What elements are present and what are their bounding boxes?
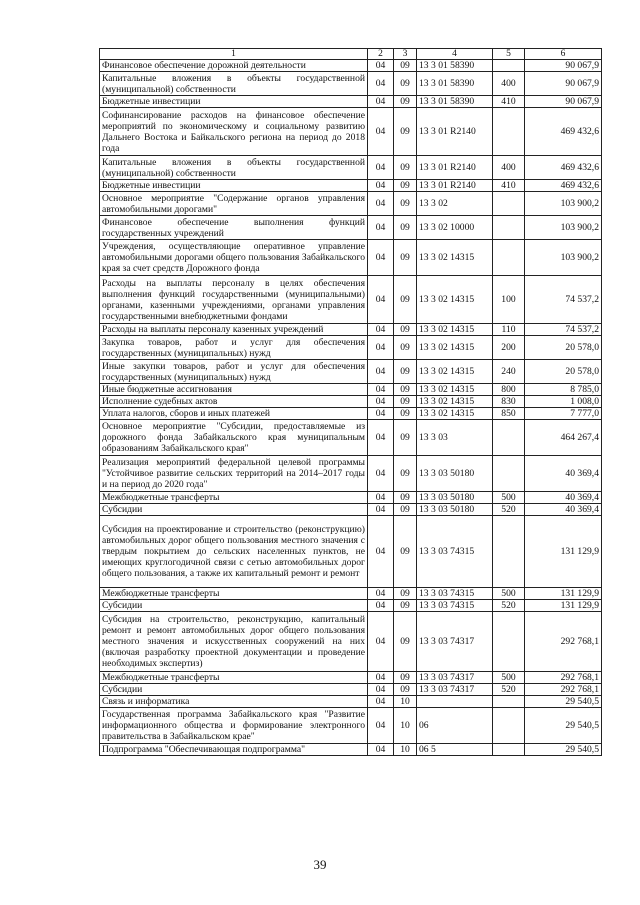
row-name-cell: Бюджетные инвестиции (100, 96, 368, 108)
row-c2-cell: 04 (368, 336, 394, 360)
row-c2-cell: 04 (368, 504, 394, 516)
row-amount-cell: 103 900,2 (525, 240, 602, 276)
row-amount-cell: 74 537,2 (525, 324, 602, 336)
table-row (100, 708, 602, 744)
row-c3-cell: 09 (394, 684, 417, 696)
row-c4-cell: 13 3 02 14315 (417, 396, 493, 408)
row-c4-cell: 13 3 03 50180 (417, 492, 493, 504)
row-c3-cell: 09 (394, 672, 417, 684)
row-c3-cell: 09 (394, 588, 417, 600)
row-c5-cell: 500 (493, 588, 525, 600)
row-name-cell: Субсидии (100, 684, 368, 696)
row-c4-cell: 13 3 03 74317 (417, 672, 493, 684)
row-c2-cell: 04 (368, 600, 394, 612)
row-amount-cell: 464 267,4 (525, 420, 602, 456)
row-c3-cell: 09 (394, 516, 417, 588)
row-c3-cell: 09 (394, 60, 417, 72)
row-c5-cell (493, 516, 525, 588)
row-amount-cell: 20 578,0 (525, 360, 602, 384)
row-c4-cell: 13 3 02 14315 (417, 276, 493, 324)
row-c2-cell: 04 (368, 516, 394, 588)
table-row (100, 516, 602, 588)
table-row (100, 744, 602, 756)
row-c2-cell: 04 (368, 60, 394, 72)
row-name-cell: Финансовое обеспечение выполнения функций государственных учреждений (100, 216, 368, 240)
row-amount-cell: 40 369,4 (525, 504, 602, 516)
row-c3-cell: 09 (394, 456, 417, 492)
row-c5-cell (493, 216, 525, 240)
table-row (100, 60, 602, 72)
row-amount-cell: 90 067,9 (525, 72, 602, 96)
row-c2-cell: 04 (368, 108, 394, 156)
row-c2-cell: 04 (368, 708, 394, 744)
row-c3-cell: 09 (394, 324, 417, 336)
row-c3-cell: 09 (394, 336, 417, 360)
table-row (100, 588, 602, 600)
row-c5-cell (493, 456, 525, 492)
row-c3-cell: 09 (394, 108, 417, 156)
row-name-cell: Субсидии (100, 600, 368, 612)
row-c2-cell: 04 (368, 684, 394, 696)
row-c2-cell: 04 (368, 396, 394, 408)
row-c3-cell: 09 (394, 360, 417, 384)
column-header: 1 (100, 49, 368, 60)
row-c5-cell: 800 (493, 384, 525, 396)
table-row (100, 672, 602, 684)
row-c2-cell: 04 (368, 612, 394, 672)
row-c4-cell: 13 3 02 (417, 192, 493, 216)
row-name-cell: Субсидии (100, 504, 368, 516)
row-c3-cell: 09 (394, 72, 417, 96)
row-name-cell: Субсидия на строительство, реконструкцию, капитальный ремонт и ремонт автомобильных дорог общего пользования местного значения и искусственных сооружений на них (включая разработку проектной документации и проведение необходимых экспертиз) (100, 612, 368, 672)
row-c5-cell: 240 (493, 360, 525, 384)
table-row (100, 180, 602, 192)
row-name-cell: Подпрограмма "Обеспечивающая подпрограмма" (100, 744, 368, 756)
table-row (100, 456, 602, 492)
column-header: 6 (525, 49, 602, 60)
row-name-cell: Расходы на выплаты персоналу казенных учреждений (100, 324, 368, 336)
row-c2-cell: 04 (368, 408, 394, 420)
row-c4-cell: 13 3 01 R2140 (417, 108, 493, 156)
table-row (100, 420, 602, 456)
row-c4-cell: 13 3 03 (417, 420, 493, 456)
row-c4-cell (417, 696, 493, 708)
row-c4-cell: 13 3 03 50180 (417, 504, 493, 516)
row-name-cell: Основное мероприятие "Субсидии, предоставляемые из дорожного фонда Забайкальского края муниципальным образованиям Забайкальского края" (100, 420, 368, 456)
table-row (100, 696, 602, 708)
table-row (100, 360, 602, 384)
row-c3-cell: 09 (394, 276, 417, 324)
row-c2-cell: 04 (368, 360, 394, 384)
row-c3-cell: 09 (394, 504, 417, 516)
row-name-cell: Межбюджетные трансферты (100, 492, 368, 504)
row-amount-cell: 292 768,1 (525, 612, 602, 672)
row-c2-cell: 04 (368, 180, 394, 192)
table-row (100, 384, 602, 396)
row-amount-cell: 29 540,5 (525, 696, 602, 708)
row-name-cell: Финансовое обеспечение дорожной деятельности (100, 60, 368, 72)
row-amount-cell: 20 578,0 (525, 336, 602, 360)
row-c2-cell: 04 (368, 492, 394, 504)
row-c5-cell: 500 (493, 672, 525, 684)
row-name-cell: Связь и информатика (100, 696, 368, 708)
row-name-cell: Учреждения, осуществляющие оперативное управление автомобильными дорогами общего пользования Забайкальского края за счет средств Дорожного фонда (100, 240, 368, 276)
table-row (100, 336, 602, 360)
table-row (100, 612, 602, 672)
row-c3-cell: 09 (394, 420, 417, 456)
row-amount-cell: 131 129,9 (525, 516, 602, 588)
row-name-cell: Закупка товаров, работ и услуг для обеспечения государственных (муниципальных) нужд (100, 336, 368, 360)
table-row (100, 72, 602, 96)
budget-table (99, 48, 602, 756)
row-amount-cell: 103 900,2 (525, 192, 602, 216)
row-c3-cell: 09 (394, 192, 417, 216)
row-c4-cell: 13 3 03 50180 (417, 456, 493, 492)
row-name-cell: Межбюджетные трансферты (100, 672, 368, 684)
table-row (100, 408, 602, 420)
row-c4-cell: 13 3 02 14315 (417, 360, 493, 384)
row-c4-cell: 13 3 03 74315 (417, 600, 493, 612)
row-c4-cell: 13 3 03 74315 (417, 516, 493, 588)
table-row (100, 276, 602, 324)
row-c3-cell: 09 (394, 600, 417, 612)
row-c5-cell: 520 (493, 600, 525, 612)
row-c4-cell: 13 3 01 58390 (417, 96, 493, 108)
row-c2-cell: 04 (368, 156, 394, 180)
column-header: 2 (368, 49, 394, 60)
row-c5-cell (493, 192, 525, 216)
row-c5-cell: 410 (493, 96, 525, 108)
row-name-cell: Реализация мероприятий федеральной целевой программы "Устойчивое развитие сельских территорий на 2014–2017 годы и на период до 2020 года" (100, 456, 368, 492)
row-amount-cell: 29 540,5 (525, 708, 602, 744)
row-c2-cell: 04 (368, 588, 394, 600)
row-c3-cell: 10 (394, 696, 417, 708)
row-amount-cell: 74 537,2 (525, 276, 602, 324)
row-c3-cell: 09 (394, 384, 417, 396)
row-c5-cell: 830 (493, 396, 525, 408)
row-amount-cell: 90 067,9 (525, 96, 602, 108)
row-c2-cell: 04 (368, 72, 394, 96)
row-c2-cell: 04 (368, 456, 394, 492)
row-c5-cell (493, 420, 525, 456)
row-c3-cell: 09 (394, 216, 417, 240)
table-row (100, 504, 602, 516)
row-c4-cell: 13 3 02 14315 (417, 408, 493, 420)
row-amount-cell: 131 129,9 (525, 588, 602, 600)
row-amount-cell: 103 900,2 (525, 216, 602, 240)
table-header-row (100, 49, 602, 60)
row-name-cell: Софинансирование расходов на финансовое обеспечение мероприятий по экономическому и социальному развитию Дальнего Востока и Байкальского региона на период до 2018 года (100, 108, 368, 156)
row-name-cell: Субсидия на проектирование и строительство (реконструкцию) автомобильных дорог общего пользования местного значения с твердым покрытием до сельских населенных пунктов, не имеющих круглогодичной связи с сетью автомобильных дорог общего пользования, а также их капитальный ремонт и ремонт (100, 516, 368, 588)
row-c4-cell: 13 3 01 58390 (417, 72, 493, 96)
column-header: 5 (493, 49, 525, 60)
row-c4-cell: 13 3 02 14315 (417, 336, 493, 360)
table-row (100, 396, 602, 408)
row-c2-cell: 04 (368, 420, 394, 456)
column-header: 4 (417, 49, 493, 60)
row-c5-cell (493, 108, 525, 156)
row-c4-cell: 13 3 02 14315 (417, 384, 493, 396)
row-amount-cell: 292 768,1 (525, 672, 602, 684)
row-amount-cell: 29 540,5 (525, 744, 602, 756)
row-amount-cell: 7 777,0 (525, 408, 602, 420)
row-c4-cell: 13 3 02 10000 (417, 216, 493, 240)
row-c3-cell: 10 (394, 708, 417, 744)
row-name-cell: Исполнение судебных актов (100, 396, 368, 408)
row-c4-cell: 06 5 (417, 744, 493, 756)
row-c5-cell: 400 (493, 156, 525, 180)
row-c2-cell: 04 (368, 96, 394, 108)
row-c5-cell: 200 (493, 336, 525, 360)
row-amount-cell: 469 432,6 (525, 180, 602, 192)
row-c2-cell: 04 (368, 696, 394, 708)
table-row (100, 240, 602, 276)
row-c5-cell: 410 (493, 180, 525, 192)
row-c3-cell: 09 (394, 492, 417, 504)
table-row (100, 192, 602, 216)
row-c4-cell: 13 3 02 14315 (417, 240, 493, 276)
row-c2-cell: 04 (368, 276, 394, 324)
row-c5-cell: 100 (493, 276, 525, 324)
row-c5-cell: 520 (493, 684, 525, 696)
row-name-cell: Расходы на выплаты персоналу в целях обеспечения выполнения функций государственными (муниципальными) органами, казенными учреждениями, органами управления государственными внебюджетными фондами (100, 276, 368, 324)
table-row (100, 600, 602, 612)
row-amount-cell: 292 768,1 (525, 684, 602, 696)
row-c3-cell: 09 (394, 612, 417, 672)
table-row (100, 684, 602, 696)
row-c4-cell: 13 3 03 74317 (417, 612, 493, 672)
row-amount-cell: 469 432,6 (525, 108, 602, 156)
table-row (100, 156, 602, 180)
row-c5-cell: 850 (493, 408, 525, 420)
row-c5-cell: 110 (493, 324, 525, 336)
row-name-cell: Капитальные вложения в объекты государственной (муниципальной) собственности (100, 72, 368, 96)
row-name-cell: Иные бюджетные ассигнования (100, 384, 368, 396)
row-c4-cell: 13 3 01 R2140 (417, 156, 493, 180)
row-name-cell: Межбюджетные трансферты (100, 588, 368, 600)
row-name-cell: Иные закупки товаров, работ и услуг для обеспечения государственных (муниципальных) нужд (100, 360, 368, 384)
row-c5-cell (493, 60, 525, 72)
row-amount-cell: 131 129,9 (525, 600, 602, 612)
row-amount-cell: 1 008,0 (525, 396, 602, 408)
row-c2-cell: 04 (368, 324, 394, 336)
row-c5-cell (493, 240, 525, 276)
row-c3-cell: 09 (394, 96, 417, 108)
column-header: 3 (394, 49, 417, 60)
row-c2-cell: 04 (368, 192, 394, 216)
row-c3-cell: 09 (394, 408, 417, 420)
row-c4-cell: 13 3 01 58390 (417, 60, 493, 72)
row-amount-cell: 40 369,4 (525, 456, 602, 492)
table-row (100, 324, 602, 336)
row-c5-cell: 520 (493, 504, 525, 516)
row-c4-cell: 13 3 03 74315 (417, 588, 493, 600)
row-name-cell: Бюджетные инвестиции (100, 180, 368, 192)
table-row (100, 492, 602, 504)
row-name-cell: Основное мероприятие "Содержание органов управления автомобильными дорогами" (100, 192, 368, 216)
row-amount-cell: 8 785,0 (525, 384, 602, 396)
row-c5-cell: 500 (493, 492, 525, 504)
row-c3-cell: 10 (394, 744, 417, 756)
row-name-cell: Государственная программа Забайкальского края "Развитие информационного общества и формирование электронного правительства в Забайкальском крае" (100, 708, 368, 744)
row-c4-cell: 13 3 02 14315 (417, 324, 493, 336)
row-amount-cell: 469 432,6 (525, 156, 602, 180)
row-c5-cell (493, 708, 525, 744)
row-c3-cell: 09 (394, 240, 417, 276)
row-amount-cell: 90 067,9 (525, 60, 602, 72)
row-c5-cell (493, 696, 525, 708)
row-c4-cell: 13 3 03 74317 (417, 684, 493, 696)
row-c4-cell: 06 (417, 708, 493, 744)
row-c5-cell (493, 612, 525, 672)
row-c4-cell: 13 3 01 R2140 (417, 180, 493, 192)
table-row (100, 216, 602, 240)
row-name-cell: Уплата налогов, сборов и иных платежей (100, 408, 368, 420)
row-c3-cell: 09 (394, 396, 417, 408)
row-c3-cell: 09 (394, 180, 417, 192)
row-c2-cell: 04 (368, 744, 394, 756)
page-number: 39 (313, 857, 327, 872)
table-row (100, 96, 602, 108)
row-amount-cell: 40 369,4 (525, 492, 602, 504)
row-c2-cell: 04 (368, 240, 394, 276)
row-c2-cell: 04 (368, 216, 394, 240)
row-name-cell: Капитальные вложения в объекты государственной (муниципальной) собственности (100, 156, 368, 180)
row-c2-cell: 04 (368, 672, 394, 684)
table-row (100, 108, 602, 156)
row-c2-cell: 04 (368, 384, 394, 396)
row-c5-cell (493, 744, 525, 756)
row-c3-cell: 09 (394, 156, 417, 180)
row-c5-cell: 400 (493, 72, 525, 96)
